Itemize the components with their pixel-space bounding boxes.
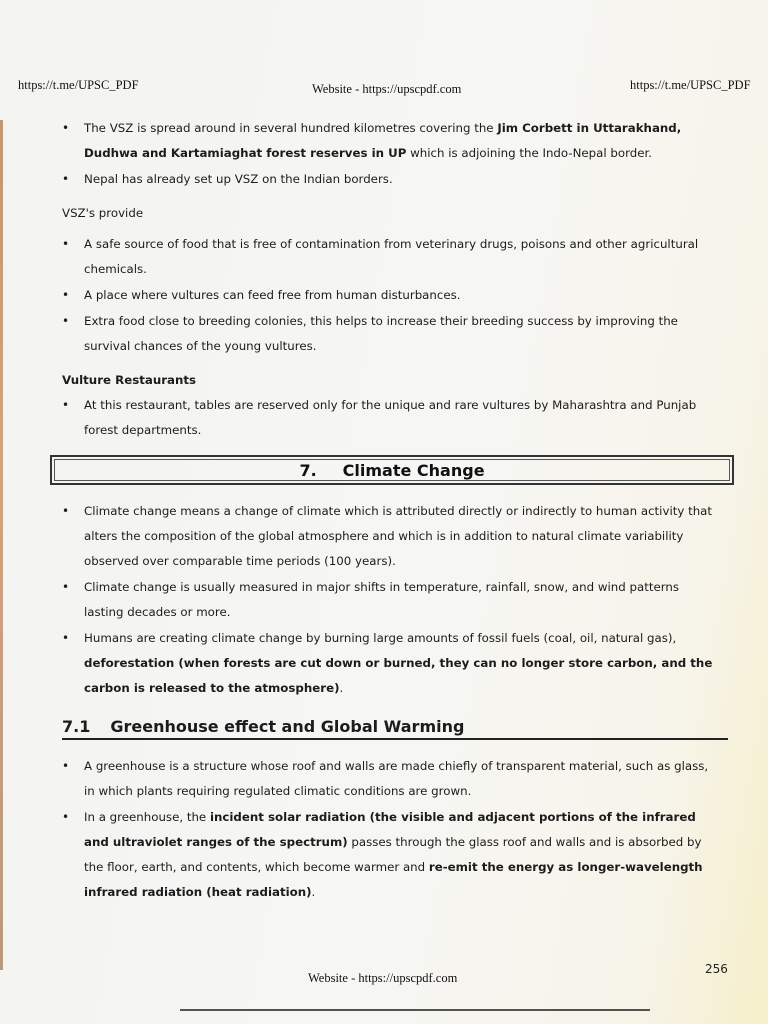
bold-text: incident solar radiation (the visible and adjacent portions of the infrared and ultraviolet ranges of the spectrum) bbox=[84, 810, 696, 849]
vsz-bullet-list bbox=[62, 116, 722, 192]
list-item: • A safe source of food that is free of contamination from veterinary drugs, poisons and other agricultural chemicals. bbox=[62, 232, 722, 282]
list-item: • A place where vultures can feed free from human disturbances. bbox=[62, 283, 722, 308]
header-telegram-link-left[interactable]: https://t.me/UPSC_PDF bbox=[18, 78, 139, 92]
list-item: • In a greenhouse, the incident solar radiation (the visible and adjacent portions of the infrared and ultraviolet ranges of the spectrum) passes through the glass roof and walls and is absorbed by the floor, earth, and contents, which become warmer and re-emit the energy as longer-wavelength infrared radiation (heat radiation). bbox=[62, 805, 722, 905]
list-item: • A greenhouse is a structure whose roof and walls are made chiefly of transparent material, such as glass, in which plants requiring regulated climatic conditions are grown. bbox=[62, 754, 722, 804]
list-item: • Nepal has already set up VSZ on the Indian borders. bbox=[62, 167, 722, 192]
section-heading bbox=[62, 717, 728, 740]
header-telegram-link-right[interactable]: https://t.me/UPSC_PDF bbox=[630, 78, 751, 92]
bold-text: deforestation (when forests are cut down or burned, they can no longer store carbon, and the carbon is released to the atmosphere) bbox=[84, 656, 713, 695]
list-item: • Climate change means a change of climate which is attributed directly or indirectly to human activity that alters the composition of the global atmosphere and which is in addition to natural climate variability observed over comparable time periods (100 years). bbox=[62, 499, 722, 574]
chapter-number: 7. bbox=[299, 460, 317, 480]
bold-text: Jim Corbett in Uttarakhand, Dudhwa and Kartamiaghat forest reserves in UP bbox=[84, 121, 682, 160]
vsz-provide-heading: VSZ's provide bbox=[62, 206, 144, 220]
section-title: Greenhouse effect and Global Warming bbox=[110, 717, 465, 736]
chapter-title: Climate Change bbox=[342, 460, 485, 480]
list-item: • The VSZ is spread around in several hundred kilometres covering the Jim Corbett in Uttarakhand, Dudhwa and Kartamiaghat forest reserves in UP which is adjoining the Indo-Nepal border. bbox=[62, 116, 722, 166]
page-edge-shadow bbox=[0, 120, 3, 970]
list-item: • At this restaurant, tables are reserved only for the unique and rare vultures by Maharashtra and Punjab forest departments. bbox=[62, 393, 722, 443]
greenhouse-list bbox=[62, 754, 722, 905]
list-item: • Climate change is usually measured in major shifts in temperature, rainfall, snow, and wind patterns lasting decades or more. bbox=[62, 575, 722, 625]
climate-change-list bbox=[62, 499, 722, 701]
section-number: 7.1 bbox=[62, 717, 91, 736]
bottom-edge-line bbox=[180, 1009, 650, 1011]
list-item: • Extra food close to breeding colonies, this helps to increase their breeding success by improving the survival chances of the young vultures. bbox=[62, 309, 722, 359]
vulture-restaurants-heading: Vulture Restaurants bbox=[62, 373, 197, 387]
bold-text: re-emit the energy as longer-wavelength infrared radiation (heat radiation) bbox=[84, 860, 703, 899]
page-content bbox=[62, 116, 722, 906]
footer-website-link[interactable]: Website - https://upscpdf.com bbox=[308, 971, 458, 985]
page-number: 256 bbox=[705, 962, 728, 976]
list-item: • Humans are creating climate change by burning large amounts of fossil fuels (coal, oil, natural gas), deforestation (when forests are cut down or burned, they can no longer store carbon, and the carbon is released to the atmosphere). bbox=[62, 626, 722, 701]
chapter-heading-box bbox=[50, 455, 734, 485]
header-website-link[interactable]: Website - https://upscpdf.com bbox=[312, 82, 462, 96]
vulture-restaurants-list bbox=[62, 393, 722, 443]
vsz-provide-list bbox=[62, 232, 722, 359]
